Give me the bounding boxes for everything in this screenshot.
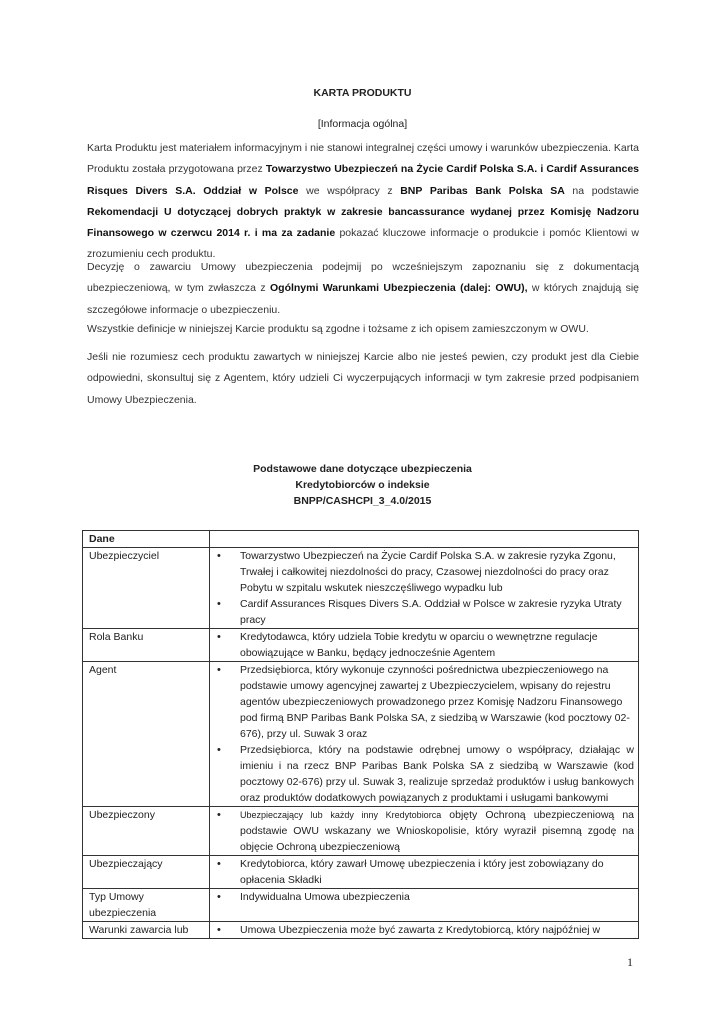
list-item: • Kredytobiorca, który zawarł Umowę ubezpieczenia i który jest zobowiązany do opłacenia Składki — [212, 856, 634, 888]
row-value — [210, 629, 639, 662]
intro-paragraph-3: Wszystkie definicje w niniejszej Karcie produktu są zgodne i tożsame z ich opisem zamieszczonym w OWU. — [87, 323, 589, 335]
table-header-cell: Dane — [83, 531, 210, 548]
table-row — [83, 807, 639, 856]
list-item: • Przedsiębiorca, który na podstawie odrębnej umowy o współpracy, działając w imieniu i na rzecz BNP Paribas Bank Polska SA z siedzibą w Warszawie (kod pocztowy 02-676) przy ul. Suwak 3, realizuje sprzedaż produktów i usług bankowych oraz produktów dodatkowych powiązanych z produktami i usługami bankowymi — [212, 742, 634, 806]
row-label: Warunki zawarcia lub — [83, 922, 210, 939]
list-item: • Cardif Assurances Risques Divers S.A. Oddział w Polsce w zakresie ryzyka Utraty pracy — [212, 596, 634, 628]
section-title-line-1: Podstawowe dane dotyczące ubezpieczenia — [253, 463, 472, 475]
section-title-line-3: BNPP/CASHCPI_3_4.0/2015 — [293, 495, 432, 507]
page-title: KARTA PRODUKTU — [313, 87, 412, 99]
row-label: Rola Banku — [83, 629, 210, 662]
page-subtitle: [Informacja ogólna] — [317, 118, 408, 130]
list-item: • Ubezpieczający lub każdy inny Kredytobiorca objęty Ochroną ubezpieczeniową na podstawie OWU wskazany we Wnioskopolisie, który wyraził pisemną zgodę na objęcie Ochroną ubezpieczeniową — [212, 807, 634, 855]
row-label: Ubezpieczony — [83, 807, 210, 856]
section-title-line-2: Kredytobiorców o indeksie — [295, 479, 430, 491]
row-label: Typ Umowy ubezpieczenia — [83, 889, 210, 922]
table-row — [83, 856, 639, 889]
table-header-empty-cell — [210, 531, 639, 548]
product-data-table — [82, 530, 639, 939]
table-header-row — [83, 531, 639, 548]
table-row — [83, 629, 639, 662]
page-number: 1 — [627, 955, 633, 969]
row-label: Ubezpieczający — [83, 856, 210, 889]
row-label: Ubezpieczyciel — [83, 548, 210, 629]
row-label: Agent — [83, 662, 210, 807]
row-value — [210, 807, 639, 856]
list-item: • Przedsiębiorca, który wykonuje czynności pośrednictwa ubezpieczeniowego na podstawie umowy agencyjnej zawartej z Ubezpieczycielem, wpisany do rejestru agentów ubezpieczeniowych prowadzonego przez Komisję Nadzoru Finansowego pod firmą BNP Paribas Bank Polska SA, z siedzibą w Warszawie (kod pocztowy 02-676), przy ul. Suwak 3 oraz — [212, 662, 634, 742]
table-row — [83, 889, 639, 922]
row-value — [210, 889, 639, 922]
row-value — [210, 922, 639, 939]
intro-paragraph-4: Jeśli nie rozumiesz cech produktu zawartych w niniejszej Karcie albo nie jesteś pewien, czy produkt jest dla Ciebie odpowiedni, skonsultuj się z Agentem, który udzieli Ci wyczerpujących informacji w tym zakresie przed podpisaniem Umowy Ubezpieczenia. — [87, 351, 639, 406]
list-item: • Kredytodawca, który udziela Tobie kredytu w oparciu o wewnętrzne regulacje obowiązujące w Banku, będący jednocześnie Agentem — [212, 629, 634, 661]
row-value — [210, 856, 639, 889]
section-title — [0, 461, 725, 509]
intro-paragraph-2: Decyzję o zawarciu Umowy ubezpieczenia podejmij po wcześniejszym zapoznaniu się z dokumentacją ubezpieczeniową, w tym zwłaszcza z Ogólnymi Warunkami Ubezpieczenia (dalej: OWU), w których znajdują się szczegółowe informacje o ubezpieczeniu. — [87, 261, 639, 316]
row-value — [210, 662, 639, 807]
row-value — [210, 548, 639, 629]
list-item: • Umowa Ubezpieczenia może być zawarta z Kredytobiorcą, który najpóźniej w — [212, 922, 634, 938]
table-row — [83, 922, 639, 939]
intro-paragraph-1: Karta Produktu jest materiałem informacyjnym i nie stanowi integralnej części umowy i warunków ubezpieczenia. Karta Produktu została przygotowana przez Towarzystwo Ubezpieczeń na Życie Cardif Polska S.A. i Cardif Assurances Risques Divers S.A. Oddział w Polsce we współpracy z BNP Paribas Bank Polska SA na podstawie Rekomendacji U dotyczącej dobrych praktyk w zakresie bancassurance wydanej przez Komisję Nadzoru Finansowego w czerwcu 2014 r. i ma za zadanie pokazać kluczowe informacje o produkcie i pomóc Klientowi w zrozumieniu cech produktu. — [87, 142, 640, 261]
table-row — [83, 548, 639, 629]
list-item: • Indywidualna Umowa ubezpieczenia — [212, 889, 634, 905]
list-item: • Towarzystwo Ubezpieczeń na Życie Cardif Polska S.A. w zakresie ryzyka Zgonu, Trwałej i całkowitej niezdolności do pracy, Czasowej niezdolności do pracy oraz Pobytu w szpitalu wskutek nieszczęśliwego wypadku lub — [212, 548, 634, 596]
table-row — [83, 662, 639, 807]
